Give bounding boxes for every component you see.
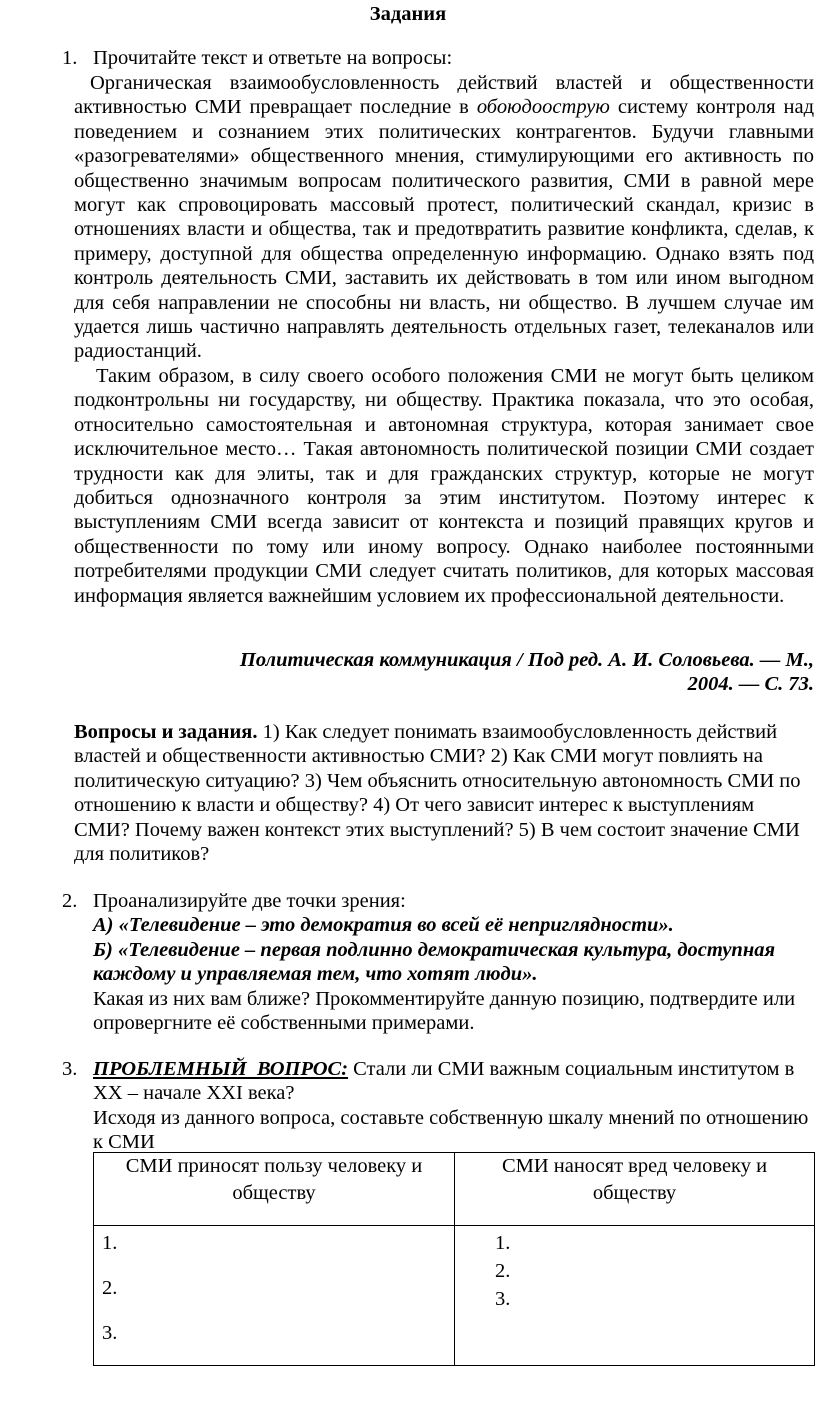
task3-instruction: Исходя из данного вопроса, составьте собственную шкалу мнений по отношению к СМИ (93, 1106, 809, 1154)
paragraph-1-italic: обоюдоострую (476, 96, 610, 119)
list-item: 1. (102, 1232, 118, 1254)
task2-instruction: Какая из них вам ближе? Прокомментируйте данную позицию, подтвердите или опровергните её собственными примерами. (93, 987, 796, 1035)
col-header-benefit: СМИ приносят пользу человеку и обществу (94, 1153, 455, 1226)
paragraph-1-end: систему контроля над поведением и сознанием этих политических контрагентов. Будучи главными «разогревателями» общественного мнения, стимулирующими его активность по общественно значимым вопросам политического развития, СМИ в равной мере могут как спровоцировать массовый протест, политический скандал, кризис в отношениях власти и общества, так и предотвратить развитие конфликта, сделав, к примеру, доступной для общества определенную информацию. Однако взять под контроль деятельность СМИ, заставить их действовать в том или ином выгодном для себя направлении не способны ни власть, ни общество. В лучшем случае им удается лишь частично направлять деятельность отдельных газет, телеканалов или радиостанций. (74, 96, 815, 363)
col-header-harm: СМИ наносят вред человеку и обществу (455, 1153, 815, 1226)
task1-number: 1. (62, 47, 78, 69)
task3-question-line (93, 1057, 815, 1106)
citation (200, 648, 814, 697)
list-item: 2. (102, 1277, 118, 1299)
table-header-row (94, 1153, 815, 1226)
text-paragraph-1 (74, 71, 814, 364)
task2-heading: Проанализируйте две точки зрения: (93, 890, 406, 912)
page-title: Задания (369, 3, 447, 25)
view-b: Б) «Телевидение – первая подлинно демократическая культура, доступная каждому и управляемая тем, что хотят люди». (93, 938, 776, 986)
table-row (94, 1226, 815, 1366)
questions-block (74, 720, 814, 866)
citation-line-2: 2004. — С. 73. (687, 673, 814, 696)
opinions-table (93, 1152, 815, 1366)
citation-line-1: Политическая коммуникация / Под ред. А. И. Соловьева. — М., (239, 649, 814, 671)
questions-text: 1) Как следует понимать взаимообусловленность действий властей и общественности активностью СМИ? 2) Как СМИ могут повлиять на политическую ситуацию? 3) Чем объяснить относительную автономность СМИ по отношению к власти и обществу? 4) От чего зависит интерес к выступлениям СМИ? Почему важен контекст этих выступлений? 5) В чем состоит значение СМИ для политиков? (74, 721, 801, 866)
list-item: 1. (495, 1232, 511, 1254)
task3-block (93, 1057, 815, 1155)
task3-question: Стали ли СМИ важным социальным институтом в XX – начале XXI века? (93, 1058, 795, 1105)
problem-question-label: ПРОБЛЕМНЫЙ ВОПРОС: (93, 1058, 349, 1080)
harm-list-cell[interactable] (455, 1226, 815, 1366)
task1-text (74, 71, 814, 608)
text-paragraph-2: Таким образом, в силу своего особого положения СМИ не могут быть целиком подконтрольны ни государству, ни обществу. Практика показала, что это особая, относительно самостоятельная и автономная структура, которая занимает свое исключительное место… Такая автономность политической позиции СМИ создает трудности как для элиты, так и для гражданских структур, которые не могут добиться однозначного контроля за этим институтом. Поэтому интерес к выступлениям СМИ всегда зависит от контекста и позиций правящих кругов и общественности по тому или иному вопросу. Однако наиболее постоянными потребителями продукции СМИ следует считать политиков, для которых массовая информация является важнейшим условием их профессиональной деятельности. (74, 364, 814, 607)
task2-block (93, 889, 815, 1035)
list-item: 3. (495, 1288, 511, 1310)
task2-number: 2. (62, 890, 78, 912)
list-item: 3. (102, 1322, 118, 1344)
list-item: 2. (495, 1260, 511, 1282)
task3-number: 3. (62, 1058, 78, 1080)
view-a: А) «Телевидение – это демократия во всей её неприглядности». (93, 914, 674, 937)
benefit-list-cell[interactable] (94, 1226, 455, 1366)
task1-heading: Прочитайте текст и ответьте на вопросы: (93, 47, 453, 69)
paragraph-1-start: Органическая взаимообусловленность действий властей и общественности активностью СМИ превращает последние в (74, 72, 814, 119)
questions-label: Вопросы и задания. (74, 721, 258, 743)
